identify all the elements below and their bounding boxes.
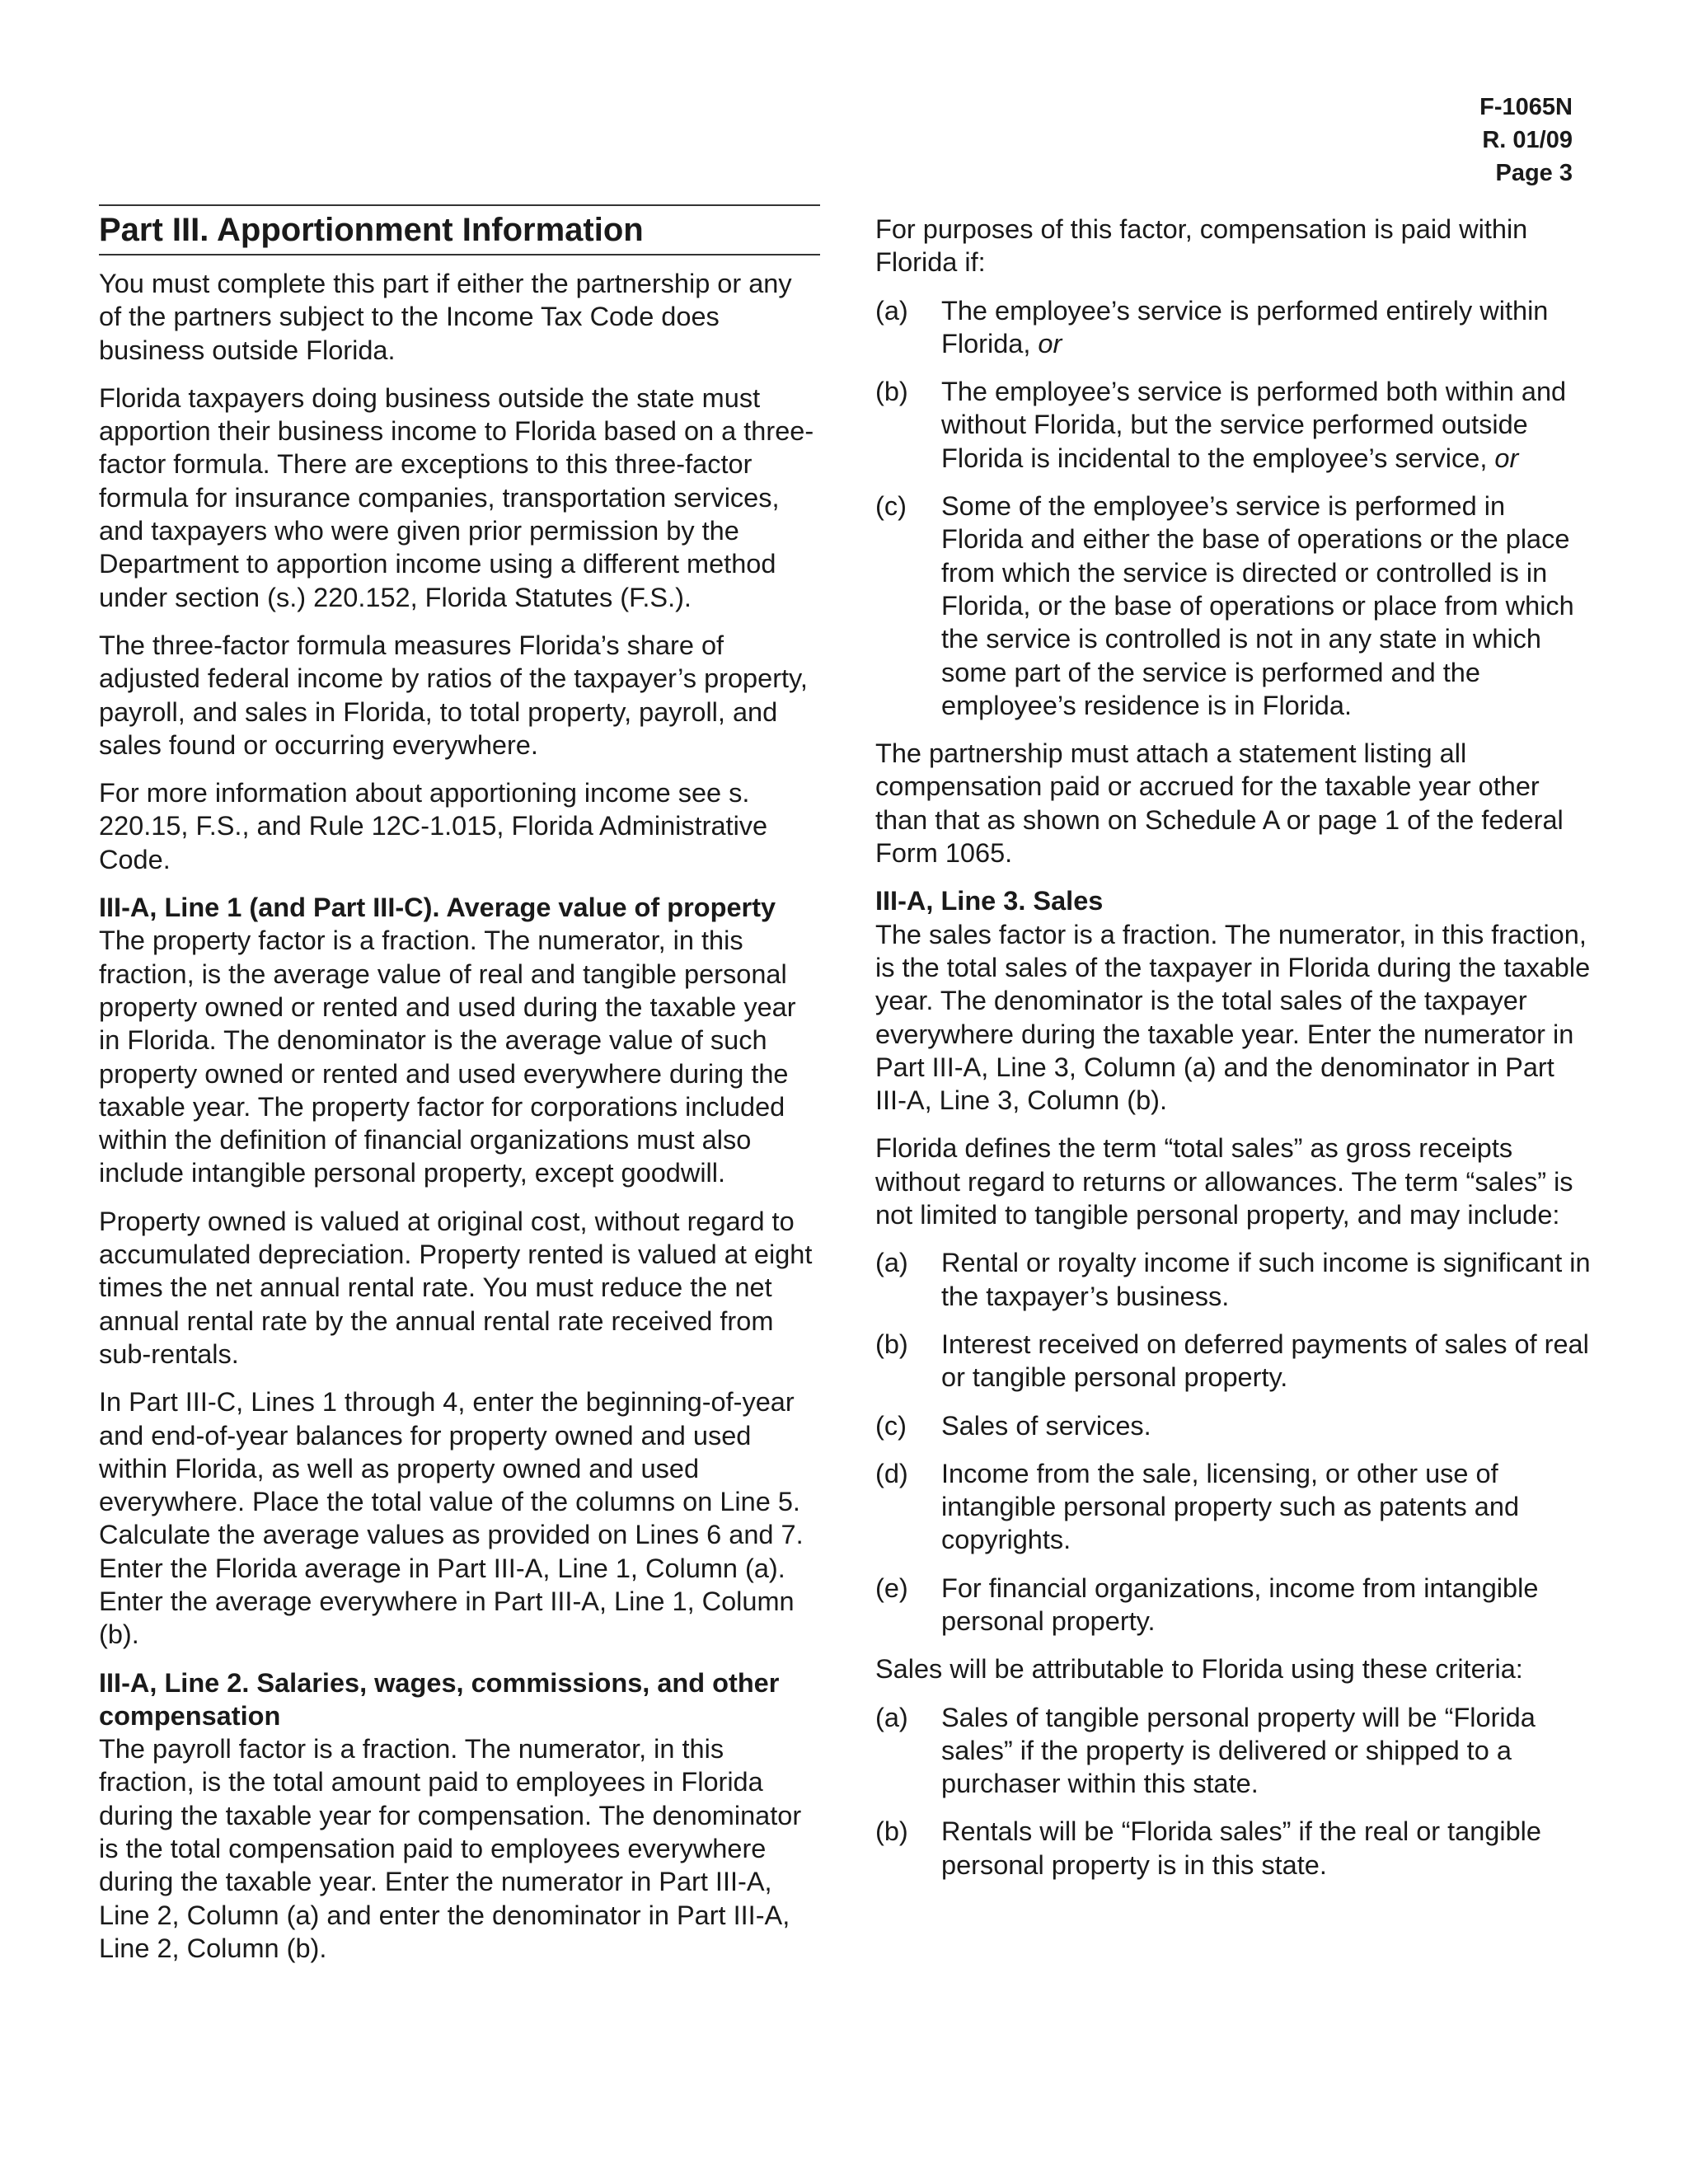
list-label: (c) [875,491,907,522]
left-column [99,204,820,1980]
payroll-section [99,1666,820,1966]
intro-paragraph: You must complete this part if either the partnership or any of the partners subject to the Income Tax Code does business outside Florida. [99,269,792,365]
list-label: (a) [875,295,908,326]
list-label: (e) [875,1572,908,1603]
list-label: (a) [875,1248,908,1278]
list-item [875,1409,1592,1442]
form-header [1479,91,1573,190]
property-section [99,891,820,1190]
line3-heading: III-A, Line 3. Sales [875,886,1104,916]
list-text: Rental or royalty income if such income is significant in the taxpayer’s business. [941,1248,1591,1311]
criteria-intro: Sales will be attributable to Florida using these criteria: [875,1654,1523,1685]
part-iii-c-paragraph: In Part III-C, Lines 1 through 4, enter the beginning-of-year and end-of-year balances for property owned and used within Florida, as well as property owned and used everywhere. Place the total value of the columns on Line 5. Calculate the average values as provided on Lines 6 and 7. Enter the Florida average in Part III-A, Line 1, Column (a). Enter the average everywhere in Part III-A, Line 1, Column (b). [99,1387,804,1650]
list-text: The employee’s service is performed entirely within Florida, [941,295,1549,359]
right-column [875,213,1592,1896]
page-number: Page 3 [1495,160,1573,186]
line2-heading: III-A, Line 2. Salaries, wages, commissions, and other compensation [99,1667,780,1731]
list-item [875,294,1592,361]
list-text: Interest received on deferred payments of sales of real or tangible personal property. [941,1329,1589,1393]
list-item [875,490,1592,722]
list-text: Some of the employee’s service is performed in Florida and either the base of operations or the place from which the service is directed or controlled is in Florida, or the base of operations or place from which the service is controlled is not in any state in which some part of the service is performed and the employee’s residence is in Florida. [941,491,1574,720]
list-item [875,1572,1592,1638]
list-label: (a) [875,1702,908,1732]
list-suffix: or [1494,443,1519,473]
list-label: (d) [875,1458,908,1488]
list-item [875,1815,1592,1882]
list-item [875,375,1592,475]
line1-heading: III-A, Line 1 (and Part III-C). Average value of property [99,893,776,923]
list-text: Sales of services. [941,1410,1151,1441]
form-number: F-1065N [1479,94,1573,120]
property-factor-text: The property factor is a fraction. The numerator, in this fraction, is the average value of real and tangible personal property owned or rented and used during the taxable year in Florida. The denominator is the average value of such property owned or rented and used everywhere during the taxable year. The property factor for corporations included within the definition of financial organizations must also include intangible personal property, except goodwill. [99,926,796,1188]
more-info-paragraph: For more information about apportioning income see s. 220.15, F.S., and Rule 12C-1.015, Florida Administrative Code. [99,778,768,874]
list-text: Sales of tangible personal property will be “Florida sales” if the property is delivered or shipped to a purchaser within this state. [941,1702,1536,1799]
sales-factor-text: The sales factor is a fraction. The numerator, in this fraction, is the total sales of the taxpayer in Florida during the taxable year. The denominator is the total sales of the taxpayer everywhere during the taxable year. Enter the numerator in Part III-A, Line 3, Column (a) and the denominator in Part III-A, Line 3, Column (b). [875,919,1591,1116]
list-label: (b) [875,377,908,407]
part-title: Part III. Apportionment Information [99,212,644,248]
list-item [875,1328,1592,1394]
sales-section [875,884,1592,1117]
list-suffix: or [1038,328,1062,359]
payroll-factor-text: The payroll factor is a fraction. The numerator, in this fraction, is the total amount paid to employees in Florida during the taxable year for compensation. The denominator is the total compensation paid to employees everywhere during the taxable year. Enter the numerator in Part III-A, Line 2, Column (a) and enter the denominator in Part III-A, Line 2, Column (b). [99,1734,802,1963]
list-item [875,1246,1592,1313]
attach-statement-paragraph: The partnership must attach a statement listing all compensation paid or accrued for the taxable year other than that as shown on Schedule A or page 1 of the federal Form 1065. [875,738,1564,869]
formula-paragraph: The three-factor formula measures Florida’s share of adjusted federal income by ratios of the taxpayer’s property, payroll, and sales in Florida, to total property, payroll, and sales found or occurring everywhere. [99,630,808,760]
compensation-intro: For purposes of this factor, compensation is paid within Florida if: [875,214,1528,278]
list-text: Income from the sale, licensing, or other use of intangible personal property such as patents and copyrights. [941,1458,1520,1555]
list-text: The employee’s service is performed both within and without Florida, but the service performed outside Florida is incidental to the employee’s service, [941,377,1567,473]
list-label: (b) [875,1329,908,1359]
list-text: For financial organizations, income from intangible personal property. [941,1572,1539,1636]
total-sales-paragraph: Florida defines the term “total sales” as gross receipts without regard to returns or allowances. The term “sales” is not limited to tangible personal property, and may include: [875,1133,1573,1230]
list-label: (c) [875,1410,907,1441]
list-item [875,1701,1592,1801]
part-title-rule [99,204,820,255]
three-factor-paragraph: Florida taxpayers doing business outside the state must apportion their business income to Florida based on a three-factor formula. There are exceptions to this three-factor formula for insurance companies, transportation services, and taxpayers who were given prior permission by the Department to apportion income using a different method under section (s.) 220.152, Florida Statutes (F.S.). [99,382,814,612]
list-text: Rentals will be “Florida sales” if the real or tangible personal property is in this state. [941,1816,1541,1880]
list-label: (b) [875,1816,908,1847]
form-revision: R. 01/09 [1482,127,1573,153]
property-valuation-paragraph: Property owned is valued at original cost, without regard to accumulated depreciation. Property rented is valued at eight times the net annual rental rate. You must reduce the net annual rental rate by the annual rental rate received from sub-rentals. [99,1206,813,1369]
list-item [875,1457,1592,1557]
